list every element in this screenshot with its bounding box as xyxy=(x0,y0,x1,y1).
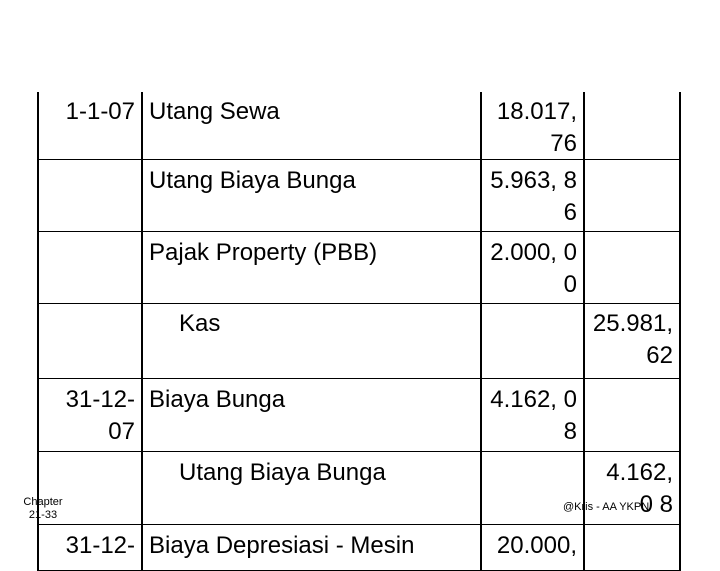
credit-amount xyxy=(584,525,680,571)
entry-date: 31-12- xyxy=(38,525,142,571)
credit-amount: 25.981, 62 xyxy=(584,304,680,379)
credit-amount xyxy=(584,379,680,452)
account-name: Utang Biaya Bunga xyxy=(142,160,481,232)
credit-amount: 4.162, 0 8 xyxy=(584,452,680,525)
journal-table xyxy=(37,92,681,571)
credit-amount xyxy=(584,232,680,304)
account-name: Utang Sewa xyxy=(142,92,481,160)
entry-date: 31-12- 07 xyxy=(38,379,142,452)
debit-amount: 5.963, 8 6 xyxy=(481,160,584,232)
chapter-footer: Chapter 21-33 xyxy=(23,496,63,521)
credit-amount xyxy=(584,92,680,160)
entry-date: 1-1-07 xyxy=(38,92,142,160)
credit-footer: @Kris - AA YKPN xyxy=(563,501,650,513)
account-name: Biaya Depresiasi - Mesin xyxy=(142,525,481,571)
account-cell xyxy=(142,304,481,379)
journal-row xyxy=(38,304,680,379)
account-name: Biaya Bunga xyxy=(142,379,481,452)
journal-row xyxy=(38,379,680,452)
journal-row xyxy=(38,525,680,571)
entry-date xyxy=(38,160,142,232)
journal-row xyxy=(38,160,680,232)
entry-date xyxy=(38,304,142,379)
account-cell xyxy=(142,452,481,525)
journal-row xyxy=(38,92,680,160)
debit-amount: 4.162, 0 8 xyxy=(481,379,584,452)
account-name: Utang Biaya Bunga xyxy=(179,459,386,487)
debit-amount: 20.000, xyxy=(481,525,584,571)
credit-amount xyxy=(584,160,680,232)
debit-amount xyxy=(481,304,584,379)
journal-row xyxy=(38,232,680,304)
debit-amount: 18.017, 76 xyxy=(481,92,584,160)
account-name: Kas xyxy=(179,310,221,338)
debit-amount: 2.000, 0 0 xyxy=(481,232,584,304)
account-name: Pajak Property (PBB) xyxy=(142,232,481,304)
entry-date xyxy=(38,232,142,304)
